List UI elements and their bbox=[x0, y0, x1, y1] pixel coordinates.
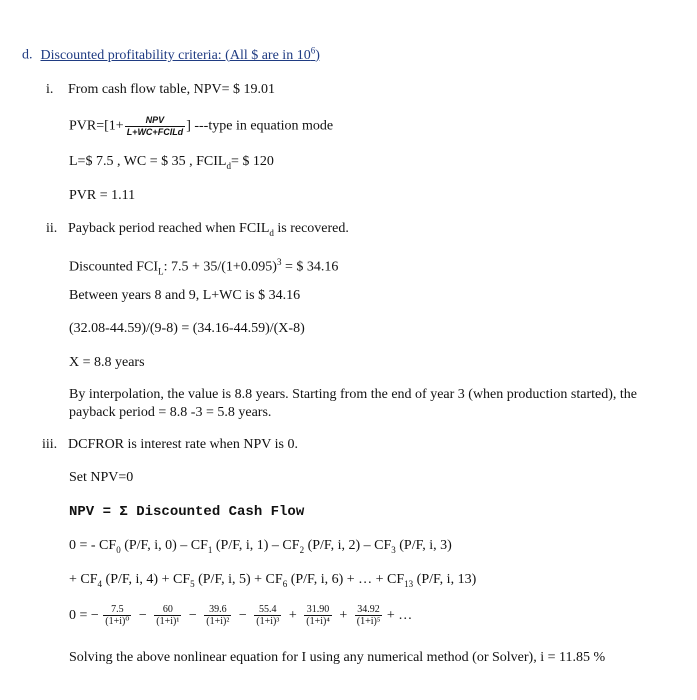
eq1-s0: 0 bbox=[116, 544, 121, 555]
frac-op-4: − bbox=[238, 608, 247, 623]
x-result: X = 8.8 years bbox=[69, 355, 145, 370]
pvr-prefix: PVR=[1+ bbox=[69, 118, 124, 134]
npv-statement: From cash flow table, NPV= $ 19.01 bbox=[68, 82, 275, 97]
cash-flow-equation-1 bbox=[69, 537, 452, 559]
lwc-sub: d bbox=[226, 160, 231, 171]
frac-term-5-den: (1+i)⁴ bbox=[306, 616, 330, 628]
dfci-a: Discounted FCI bbox=[69, 259, 159, 275]
pvr-numerator: NPV bbox=[145, 115, 165, 125]
section-title-end: ) bbox=[315, 47, 320, 63]
payback-sub: d bbox=[269, 227, 274, 238]
frac-eq-lead: 0 = − bbox=[69, 608, 99, 623]
frac-term-6-num: 34.92 bbox=[357, 604, 380, 616]
cash-flow-equation-2 bbox=[69, 571, 476, 593]
eq1-e: (P/F, i, 3) bbox=[395, 538, 452, 553]
set-npv-line: Set NPV=0 bbox=[69, 470, 134, 485]
part-ii-line-1 bbox=[46, 220, 349, 242]
npv-sum-line: NPV = Σ Discounted Cash Flow bbox=[69, 504, 305, 520]
frac-op-5: + bbox=[288, 608, 297, 623]
payback-text-end: is recovered. bbox=[273, 221, 349, 236]
interpolation-paragraph: By interpolation, the value is 8.8 years. Starting from the end of year 3 (when production started), the payback period = 8.8 -3 = 5.8 years. bbox=[69, 387, 638, 420]
section-header bbox=[22, 41, 320, 65]
eq2-e: (P/F, i, 13) bbox=[413, 572, 477, 587]
frac-term-5 bbox=[304, 604, 332, 627]
pvr-formula bbox=[69, 115, 333, 138]
dfci-c: = $ 34.16 bbox=[281, 259, 339, 275]
payback-text: Payback period reached when FCIL bbox=[68, 221, 270, 236]
between-years-line: Between years 8 and 9, L+WC is $ 34.16 bbox=[69, 288, 301, 303]
eq2-c: (P/F, i, 5) + CF bbox=[194, 572, 283, 587]
eq2-s5: 5 bbox=[190, 578, 195, 589]
dcfror-statement: DCFROR is interest rate when NPV is 0. bbox=[68, 437, 298, 452]
frac-term-2 bbox=[154, 604, 181, 627]
frac-term-4-num: 55.4 bbox=[259, 604, 277, 616]
eq1-s1: 1 bbox=[207, 544, 213, 555]
eq1-s2: 2 bbox=[299, 544, 305, 555]
pvr-fraction bbox=[125, 115, 186, 138]
frac-term-3-num: 39.6 bbox=[209, 604, 227, 616]
eq2-b: (P/F, i, 4) + CF bbox=[102, 572, 191, 587]
eq2-d: (P/F, i, 6) + … + CF bbox=[287, 572, 405, 587]
frac-term-3 bbox=[204, 604, 231, 627]
frac-op-3: − bbox=[188, 608, 197, 623]
eq2-s4: 4 bbox=[97, 578, 103, 589]
section-title[interactable] bbox=[40, 45, 320, 63]
eq2-s6: 6 bbox=[282, 578, 288, 589]
eq1-a: 0 = - CF bbox=[69, 538, 117, 553]
lwc-text: L=$ 7.5 , WC = $ 35 , FCIL bbox=[69, 154, 227, 169]
part-iii-line-1 bbox=[42, 436, 298, 454]
frac-term-2-den: (1+i)¹ bbox=[156, 616, 180, 628]
eq1-c: (P/F, i, 1) – CF bbox=[212, 538, 300, 553]
part-ii-numeral: ii. bbox=[46, 221, 58, 236]
part-i-line-3 bbox=[69, 153, 274, 175]
discounted-fraction-equation bbox=[69, 601, 412, 631]
frac-term-2-num: 60 bbox=[162, 604, 173, 616]
frac-term-6 bbox=[355, 604, 383, 627]
section-title-text: Discounted profitability criteria: (All $ are in 10 bbox=[40, 47, 311, 63]
frac-term-4 bbox=[254, 604, 281, 627]
part-iii-numeral: iii. bbox=[42, 437, 58, 452]
lwc-text-end: = $ 120 bbox=[230, 154, 274, 169]
interpolation-equation: (32.08-44.59)/(9-8) = (34.16-44.59)/(X-8) bbox=[69, 321, 305, 336]
pvr-denominator: L+WC+FCILd bbox=[126, 127, 184, 137]
discounted-fci-line bbox=[69, 253, 338, 280]
eq2-a: + CF bbox=[69, 572, 98, 587]
frac-term-3-den: (1+i)² bbox=[206, 616, 230, 628]
eq1-d: (P/F, i, 2) – CF bbox=[304, 538, 392, 553]
section-title-exponent: 6 bbox=[310, 45, 316, 55]
dfci-sup: 3 bbox=[276, 257, 282, 267]
pvr-suffix: ] ---type in equation mode bbox=[186, 118, 334, 134]
eq1-b: (P/F, i, 0) – CF bbox=[120, 538, 208, 553]
frac-op-6: + bbox=[339, 608, 348, 623]
frac-term-5-num: 31.90 bbox=[306, 604, 330, 616]
pvr-result: PVR = 1.11 bbox=[69, 188, 136, 203]
frac-term-6-den: (1+i)⁵ bbox=[356, 616, 381, 628]
solution-line: Solving the above nonlinear equation for I using any numerical method (or Solver), i = 11.85 % bbox=[69, 650, 606, 665]
frac-op-2: − bbox=[138, 608, 147, 623]
frac-term-1-num: 7.5 bbox=[111, 604, 124, 616]
frac-term-4-den: (1+i)³ bbox=[256, 616, 280, 628]
frac-term-1-den: (1+i)⁰ bbox=[105, 616, 130, 628]
frac-eq-tail: + … bbox=[386, 608, 413, 623]
dfci-sub: L bbox=[158, 266, 164, 277]
part-i-line-1 bbox=[46, 81, 275, 99]
eq1-s3: 3 bbox=[391, 544, 396, 555]
part-i-numeral: i. bbox=[46, 82, 54, 97]
section-label: d. bbox=[22, 47, 33, 63]
eq2-s13: 13 bbox=[404, 578, 414, 589]
frac-term-1 bbox=[103, 604, 131, 627]
dfci-b: : 7.5 + 35/(1+0.095) bbox=[163, 259, 277, 275]
